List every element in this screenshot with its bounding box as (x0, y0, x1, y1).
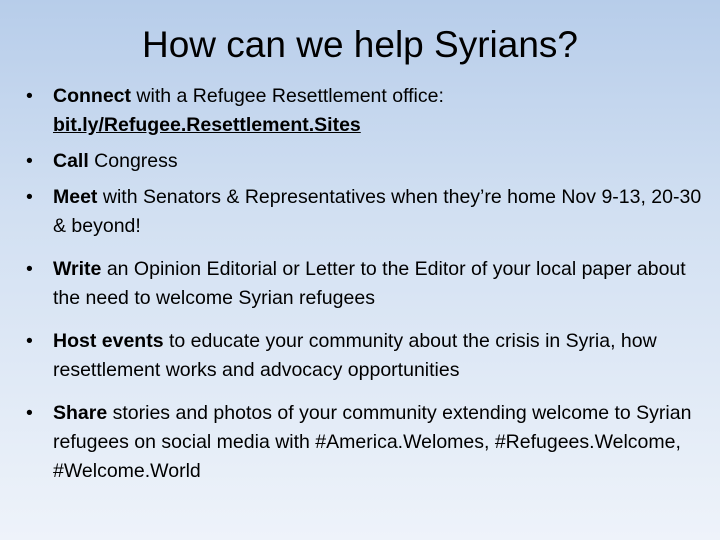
bullet-dot: • (26, 150, 33, 172)
bullet-text (53, 327, 716, 385)
bullet-dot: • (26, 186, 33, 208)
bullet-call (26, 147, 716, 176)
slide-title: How can we help Syrians? (142, 24, 578, 65)
bullet-rest: stories and photos of your community extending welcome to Syrian refugees on social media with #America.Welomes, #Refugees.Welcome, #Welcome.World (53, 402, 692, 482)
bullet-rest: with Senators & Representatives when they’re home Nov 9-13, 20-30 & beyond! (53, 186, 702, 237)
bullet-text (53, 183, 716, 241)
bullet-write (26, 255, 716, 313)
bullet-text (53, 399, 716, 486)
bullet-lead: Call (53, 150, 89, 172)
bullet-lead: Meet (53, 186, 98, 208)
bullet-dot: • (26, 402, 33, 424)
bullet-lead: Share (53, 402, 108, 424)
bullet-connect (26, 82, 716, 140)
bullet-rest: with a Refugee Resettlement office: (131, 85, 444, 107)
bullet-dot: • (26, 330, 33, 352)
bullet-lead: Host events (53, 330, 164, 352)
bullet-rest: an Opinion Editorial or Letter to the Editor of your local paper about the need to welcome Syrian refugees (53, 258, 686, 309)
resettlement-sites-link[interactable]: bit.ly/Refugee.Resettlement.Sites (53, 114, 361, 136)
bullet-host-events (26, 327, 716, 385)
bullet-text (53, 147, 716, 176)
bullet-rest: to educate your community about the crisis in Syria, how resettlement works and advocacy opportunities (53, 330, 657, 381)
bullet-dot: • (26, 85, 33, 107)
bullet-rest: Congress (88, 150, 178, 172)
bullet-dot: • (26, 258, 33, 280)
bullet-text (53, 255, 716, 313)
bullet-share (26, 399, 716, 486)
bullet-meet (26, 183, 716, 241)
bullet-text (53, 82, 716, 140)
bullet-lead: Write (53, 258, 102, 280)
bullet-lead: Connect (53, 85, 131, 107)
